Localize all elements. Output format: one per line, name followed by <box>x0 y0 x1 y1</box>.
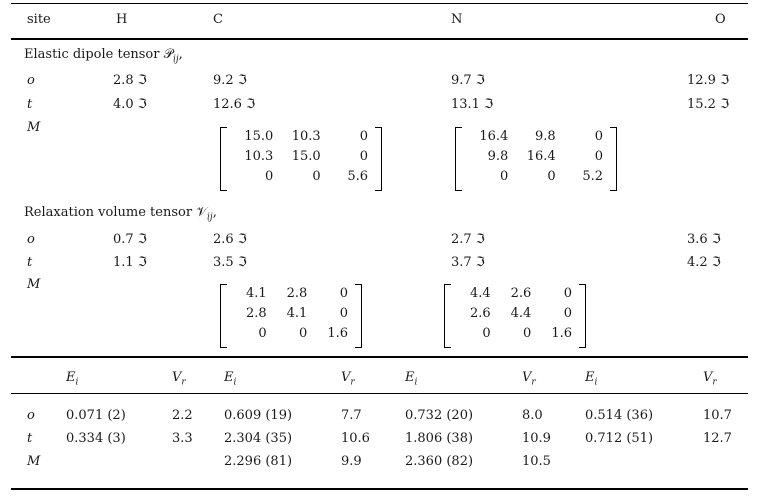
matrix-cell: 16.4 <box>526 149 556 164</box>
matrix-cell: 0 <box>359 129 368 144</box>
energy-N-V: 10.9 <box>522 431 551 446</box>
matrix-cell: 1.6 <box>551 326 572 341</box>
matrix-left-bracket <box>220 127 227 191</box>
elastic-row-o-N: 9.7 ℑ <box>451 73 485 88</box>
relax-row-o-O: 3.6 ℑ <box>687 232 721 247</box>
matrix-cell: 0 <box>594 129 603 144</box>
matrix-cell: 0 <box>500 169 509 184</box>
matrix-cell: 4.1 <box>286 306 308 321</box>
energy-header-H-E: $E_i$ <box>66 370 79 388</box>
matrix-cell: 0 <box>594 149 603 164</box>
matrix-cell: 10.3 <box>291 129 321 144</box>
elastic-matrix-C <box>220 127 382 191</box>
relax-section-title: Relaxation volume tensor 𝒱$_{ij}$, <box>24 205 217 223</box>
energy-O-E: 0.712 (51) <box>585 431 654 446</box>
energy-header-O-V: $V_r$ <box>703 370 717 388</box>
energy-C-V: 7.7 <box>341 408 362 423</box>
matrix-left-bracket <box>444 284 451 348</box>
matrix-cell: 10.3 <box>244 149 274 164</box>
elastic-row-t-C: 12.6 ℑ <box>213 97 256 112</box>
matrix-cell: 16.4 <box>479 129 509 144</box>
matrix-cell: 0 <box>563 306 572 321</box>
matrix-right-bracket <box>610 127 617 191</box>
matrix-cell: 0 <box>339 306 348 321</box>
energy-N-E: 1.806 (38) <box>405 431 474 446</box>
relax-row-t-N: 3.7 ℑ <box>451 255 485 270</box>
energy-H-V: 3.3 <box>172 431 193 446</box>
header-C: C <box>213 12 223 27</box>
matrix-cell: 0 <box>359 149 368 164</box>
energy-header-rule <box>11 393 748 394</box>
relax-row-o-label: o <box>27 232 35 247</box>
energy-N-V: 8.0 <box>522 408 543 423</box>
header-H: H <box>116 12 128 27</box>
elastic-section-title: Elastic dipole tensor 𝒫$_{ij}$, <box>24 47 183 65</box>
matrix-right-bracket <box>375 127 382 191</box>
top-rule <box>11 3 748 4</box>
elastic-row-t-label: t <box>27 97 33 112</box>
elastic-matrix-N <box>455 127 617 191</box>
energy-O-E: 0.514 (36) <box>585 408 654 423</box>
matrix-cell: 2.6 <box>469 306 491 321</box>
matrix-cell: 0 <box>482 326 491 341</box>
matrix-right-bracket <box>579 284 586 348</box>
relax-row-M-label: M <box>27 277 41 292</box>
energy-C-V: 9.9 <box>341 454 362 469</box>
bottom-rule <box>11 488 748 490</box>
elastic-row-o-label: o <box>27 73 35 88</box>
matrix-cell: 15.0 <box>291 149 321 164</box>
matrix-cell: 0 <box>339 286 348 301</box>
elastic-row-o-C: 9.2 ℑ <box>213 73 247 88</box>
matrix-cell: 15.0 <box>244 129 274 144</box>
matrix-cell: 2.6 <box>510 286 532 301</box>
energy-header-N-E: $E_i$ <box>405 370 418 388</box>
energy-row-label: t <box>27 431 33 446</box>
energy-N-E: 2.360 (82) <box>405 454 474 469</box>
matrix-right-bracket <box>355 284 362 348</box>
relax-row-t-C: 3.5 ℑ <box>213 255 247 270</box>
mid-rule <box>11 356 748 358</box>
matrix-cell: 5.2 <box>582 169 603 184</box>
matrix-cell: 0 <box>523 326 532 341</box>
header-rule <box>11 38 748 40</box>
elastic-row-o-O: 12.9 ℑ <box>687 73 730 88</box>
matrix-left-bracket <box>455 127 462 191</box>
energy-H-E: 0.334 (3) <box>66 431 126 446</box>
matrix-cell: 4.4 <box>510 306 532 321</box>
matrix-cell: 0 <box>258 326 267 341</box>
relax-row-t-label: t <box>27 255 33 270</box>
energy-row-label: M <box>27 454 41 469</box>
relax-row-o-N: 2.7 ℑ <box>451 232 485 247</box>
header-N: N <box>451 12 463 27</box>
energy-O-V: 12.7 <box>703 431 732 446</box>
matrix-cell: 0 <box>547 169 556 184</box>
energy-row-label: o <box>27 408 35 423</box>
matrix-cell: 2.8 <box>245 306 267 321</box>
matrix-cell: 0 <box>299 326 308 341</box>
energy-header-O-E: $E_i$ <box>585 370 598 388</box>
energy-C-V: 10.6 <box>341 431 370 446</box>
energy-C-E: 2.296 (81) <box>224 454 293 469</box>
matrix-cell: 4.1 <box>245 286 267 301</box>
energy-N-V: 10.5 <box>522 454 551 469</box>
energy-N-E: 0.732 (20) <box>405 408 474 423</box>
energy-header-C-E: $E_i$ <box>224 370 237 388</box>
relax-row-o-C: 2.6 ℑ <box>213 232 247 247</box>
header-O: O <box>715 12 726 27</box>
elastic-row-M-label: M <box>27 120 41 135</box>
relax-matrix-C <box>220 284 362 348</box>
relax-row-o-H: 0.7 ℑ <box>113 232 147 247</box>
energy-H-E: 0.071 (2) <box>66 408 126 423</box>
energy-H-V: 2.2 <box>172 408 193 423</box>
header-site: site <box>27 12 51 27</box>
relax-matrix-N <box>444 284 586 348</box>
energy-C-E: 0.609 (19) <box>224 408 293 423</box>
matrix-cell: 9.8 <box>487 149 509 164</box>
energy-C-E: 2.304 (35) <box>224 431 293 446</box>
matrix-cell: 9.8 <box>534 129 556 144</box>
elastic-row-t-N: 13.1 ℑ <box>451 97 494 112</box>
elastic-row-t-H: 4.0 ℑ <box>113 97 147 112</box>
matrix-cell: 1.6 <box>327 326 348 341</box>
elastic-row-t-O: 15.2 ℑ <box>687 97 730 112</box>
matrix-cell: 0 <box>563 286 572 301</box>
relax-row-t-H: 1.1 ℑ <box>113 255 147 270</box>
relax-row-t-O: 4.2 ℑ <box>687 255 721 270</box>
matrix-left-bracket <box>220 284 227 348</box>
matrix-cell: 0 <box>312 169 321 184</box>
energy-header-H-V: $V_r$ <box>172 370 186 388</box>
energy-header-C-V: $V_r$ <box>341 370 355 388</box>
matrix-cell: 5.6 <box>347 169 368 184</box>
matrix-cell: 4.4 <box>469 286 491 301</box>
energy-header-N-V: $V_r$ <box>522 370 536 388</box>
elastic-row-o-H: 2.8 ℑ <box>113 73 147 88</box>
matrix-cell: 0 <box>265 169 274 184</box>
matrix-cell: 2.8 <box>286 286 308 301</box>
energy-O-V: 10.7 <box>703 408 732 423</box>
